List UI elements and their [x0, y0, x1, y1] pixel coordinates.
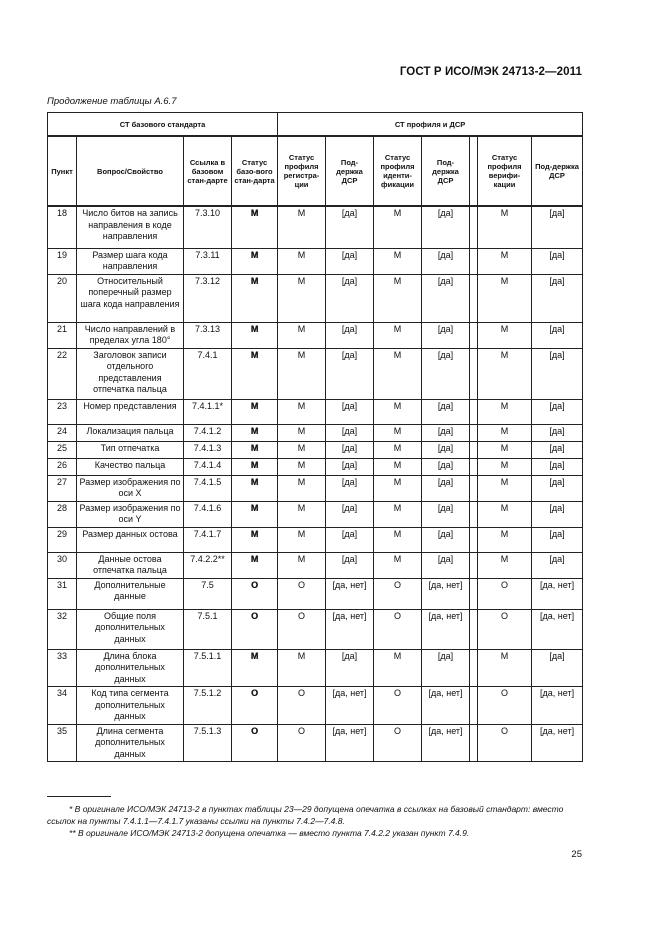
row-ver-support: [да] [532, 501, 583, 527]
row-reg-status: M [278, 399, 326, 424]
row-id-status: M [374, 649, 422, 687]
row-reg-support: [да] [326, 424, 374, 441]
row-reg-support: [да, нет] [326, 578, 374, 609]
table-row [48, 609, 583, 649]
row-question: Число битов на запись направления в коде направления [77, 206, 184, 248]
row-spacer [470, 348, 478, 399]
row-spacer [470, 527, 478, 552]
row-spacer [470, 501, 478, 527]
row-question: Данные остова отпечатка пальца [77, 552, 184, 578]
row-base-ref: 7.3.10 [184, 206, 232, 248]
table-row [48, 424, 583, 441]
row-ver-support: [да, нет] [532, 578, 583, 609]
row-spacer [470, 578, 478, 609]
table-row [48, 441, 583, 458]
row-item-number: 25 [48, 441, 77, 458]
row-reg-support: [да, нет] [326, 687, 374, 725]
row-reg-status: M [278, 348, 326, 399]
row-question: Размер шага кода направления [77, 248, 184, 274]
col-header-base-status: Статус базо-вого стан-дарта [232, 136, 278, 206]
row-id-status: M [374, 274, 422, 322]
row-base-ref: 7.4.2.2** [184, 552, 232, 578]
row-id-support: [да, нет] [422, 687, 470, 725]
row-ver-support: [да] [532, 649, 583, 687]
row-reg-status: M [278, 206, 326, 248]
row-base-status: O [232, 609, 278, 649]
row-reg-status: M [278, 424, 326, 441]
table-body [48, 206, 583, 762]
row-base-ref: 7.4.1.2 [184, 424, 232, 441]
table-row [48, 649, 583, 687]
row-id-support: [да] [422, 649, 470, 687]
row-ver-support: [да] [532, 322, 583, 348]
row-reg-status: M [278, 441, 326, 458]
row-item-number: 27 [48, 475, 77, 501]
row-id-support: [да] [422, 552, 470, 578]
row-reg-status: M [278, 501, 326, 527]
row-ver-status: M [478, 322, 532, 348]
row-spacer [470, 724, 478, 762]
row-item-number: 34 [48, 687, 77, 725]
row-ver-support: [да] [532, 248, 583, 274]
row-item-number: 31 [48, 578, 77, 609]
row-ver-status: M [478, 441, 532, 458]
row-ver-status: M [478, 552, 532, 578]
table-row [48, 248, 583, 274]
row-reg-support: [да] [326, 501, 374, 527]
row-base-ref: 7.3.12 [184, 274, 232, 322]
row-item-number: 30 [48, 552, 77, 578]
row-base-ref: 7.4.1.1* [184, 399, 232, 424]
row-question: Длина блока дополнительных данных [77, 649, 184, 687]
row-base-ref: 7.3.13 [184, 322, 232, 348]
row-base-status: M [232, 501, 278, 527]
row-spacer [470, 206, 478, 248]
row-id-status: M [374, 458, 422, 475]
table-continuation-caption: Продолжение таблицы А.6.7 [47, 96, 177, 107]
row-base-ref: 7.4.1.6 [184, 501, 232, 527]
row-base-status: M [232, 552, 278, 578]
row-reg-support: [да] [326, 348, 374, 399]
row-spacer [470, 458, 478, 475]
row-spacer [470, 687, 478, 725]
col-header-item: Пункт [48, 136, 77, 206]
footnote-2: ** В оригинале ИСО/МЭК 24713-2 допущена опечатка — вместо пункта 7.4.2.2 указан пункт 7.4.9. [69, 828, 470, 838]
row-ver-support: [да] [532, 458, 583, 475]
row-id-support: [да, нет] [422, 724, 470, 762]
row-id-support: [да, нет] [422, 578, 470, 609]
row-id-support: [да] [422, 206, 470, 248]
row-ver-support: [да, нет] [532, 724, 583, 762]
row-ver-status: O [478, 578, 532, 609]
row-reg-status: M [278, 552, 326, 578]
footnote-separator [47, 796, 111, 797]
row-base-status: M [232, 206, 278, 248]
row-id-status: M [374, 424, 422, 441]
row-ver-status: O [478, 724, 532, 762]
row-base-status: O [232, 578, 278, 609]
row-base-ref: 7.5.1 [184, 609, 232, 649]
table-row [48, 724, 583, 762]
table-row [48, 274, 583, 322]
row-reg-status: O [278, 578, 326, 609]
table-row [48, 399, 583, 424]
row-spacer [470, 248, 478, 274]
row-ver-support: [да] [532, 552, 583, 578]
row-base-ref: 7.4.1 [184, 348, 232, 399]
row-spacer [470, 609, 478, 649]
row-question: Тип отпечатка [77, 441, 184, 458]
row-item-number: 24 [48, 424, 77, 441]
row-base-status: M [232, 441, 278, 458]
row-id-status: O [374, 578, 422, 609]
row-ver-support: [да] [532, 527, 583, 552]
row-reg-status: M [278, 248, 326, 274]
row-spacer [470, 475, 478, 501]
row-base-ref: 7.4.1.3 [184, 441, 232, 458]
row-base-ref: 7.3.11 [184, 248, 232, 274]
row-base-ref: 7.4.1.7 [184, 527, 232, 552]
row-reg-support: [да, нет] [326, 609, 374, 649]
row-reg-status: M [278, 274, 326, 322]
row-ver-status: M [478, 274, 532, 322]
row-id-status: M [374, 441, 422, 458]
row-spacer [470, 552, 478, 578]
row-ver-status: M [478, 424, 532, 441]
row-reg-status: M [278, 475, 326, 501]
row-question: Размер изображения по оси X [77, 475, 184, 501]
row-id-status: M [374, 552, 422, 578]
row-reg-support: [да] [326, 322, 374, 348]
row-item-number: 20 [48, 274, 77, 322]
row-item-number: 22 [48, 348, 77, 399]
row-question: Локализация пальца [77, 424, 184, 441]
row-id-status: O [374, 687, 422, 725]
row-base-status: M [232, 527, 278, 552]
row-id-support: [да] [422, 399, 470, 424]
row-ver-status: M [478, 248, 532, 274]
row-ver-status: M [478, 527, 532, 552]
row-base-ref: 7.5.1.3 [184, 724, 232, 762]
row-question: Заголовок записи отдельного представления отпечатка пальца [77, 348, 184, 399]
row-reg-support: [да] [326, 649, 374, 687]
document-id: ГОСТ Р ИСО/МЭК 24713-2—2011 [399, 66, 582, 78]
row-item-number: 26 [48, 458, 77, 475]
table-row [48, 687, 583, 725]
row-reg-support: [да] [326, 552, 374, 578]
table-row [48, 552, 583, 578]
row-question: Число направлений в пределах угла 180° [77, 322, 184, 348]
row-id-status: M [374, 322, 422, 348]
row-ver-status: M [478, 206, 532, 248]
table-row [48, 501, 583, 527]
row-spacer [470, 424, 478, 441]
row-spacer [470, 441, 478, 458]
table-row [48, 475, 583, 501]
row-id-support: [да] [422, 322, 470, 348]
row-question: Размер изображения по оси Y [77, 501, 184, 527]
row-question: Качество пальца [77, 458, 184, 475]
row-item-number: 35 [48, 724, 77, 762]
row-spacer [470, 322, 478, 348]
row-id-support: [да] [422, 527, 470, 552]
row-reg-status: M [278, 527, 326, 552]
row-item-number: 33 [48, 649, 77, 687]
page-number: 25 [571, 849, 582, 860]
row-ver-support: [да] [532, 475, 583, 501]
row-question: Код типа сегмента дополнительных данных [77, 687, 184, 725]
row-reg-status: M [278, 458, 326, 475]
row-id-support: [да] [422, 475, 470, 501]
row-reg-status: O [278, 724, 326, 762]
row-reg-status: M [278, 649, 326, 687]
table-row [48, 578, 583, 609]
row-reg-support: [да] [326, 475, 374, 501]
group-header-profile: СТ профиля и ДСР [278, 113, 583, 137]
conformance-table [47, 112, 583, 762]
row-base-status: M [232, 322, 278, 348]
row-id-status: M [374, 527, 422, 552]
row-question: Номер представления [77, 399, 184, 424]
row-id-support: [да] [422, 348, 470, 399]
row-id-status: M [374, 248, 422, 274]
row-base-status: M [232, 399, 278, 424]
row-id-status: M [374, 348, 422, 399]
row-ver-status: M [478, 475, 532, 501]
row-ver-support: [да] [532, 274, 583, 322]
row-base-status: M [232, 274, 278, 322]
row-ver-support: [да] [532, 348, 583, 399]
row-item-number: 29 [48, 527, 77, 552]
row-base-ref: 7.5 [184, 578, 232, 609]
row-item-number: 32 [48, 609, 77, 649]
row-ver-support: [да] [532, 399, 583, 424]
row-ver-support: [да, нет] [532, 609, 583, 649]
row-base-status: M [232, 424, 278, 441]
row-ver-support: [да] [532, 206, 583, 248]
row-id-support: [да, нет] [422, 609, 470, 649]
row-base-ref: 7.5.1.1 [184, 649, 232, 687]
row-id-support: [да] [422, 441, 470, 458]
row-base-status: M [232, 348, 278, 399]
col-header-ver-support: Под-держка ДСР [532, 136, 583, 206]
row-base-status: M [232, 649, 278, 687]
col-header-reg-status: Статус профиля регистра-ции [278, 136, 326, 206]
row-id-status: O [374, 724, 422, 762]
row-id-status: M [374, 501, 422, 527]
row-ver-status: M [478, 348, 532, 399]
table-row [48, 322, 583, 348]
row-ver-status: O [478, 687, 532, 725]
col-header-ver-status: Статус профиля верифи-кации [478, 136, 532, 206]
row-id-support: [да] [422, 501, 470, 527]
row-spacer [470, 649, 478, 687]
group-header-base: СТ базового стандарта [48, 113, 278, 137]
row-reg-support: [да] [326, 527, 374, 552]
row-id-status: O [374, 609, 422, 649]
table-row [48, 458, 583, 475]
row-item-number: 19 [48, 248, 77, 274]
row-reg-support: [да] [326, 441, 374, 458]
row-ver-support: [да] [532, 441, 583, 458]
col-header-ref: Ссылка в базовом стан-дарте [184, 136, 232, 206]
row-item-number: 21 [48, 322, 77, 348]
row-id-support: [да] [422, 424, 470, 441]
table-row [48, 206, 583, 248]
row-ver-status: M [478, 399, 532, 424]
row-question: Длина сегмента дополнительных данных [77, 724, 184, 762]
row-item-number: 28 [48, 501, 77, 527]
row-item-number: 18 [48, 206, 77, 248]
table-row [48, 527, 583, 552]
col-header-question: Вопрос/Свойство [77, 136, 184, 206]
row-id-status: M [374, 399, 422, 424]
row-reg-status: M [278, 322, 326, 348]
row-ver-support: [да, нет] [532, 687, 583, 725]
row-id-status: M [374, 475, 422, 501]
col-header-id-status: Статус профиля иденти-фикации [374, 136, 422, 206]
row-reg-support: [да, нет] [326, 724, 374, 762]
row-reg-support: [да] [326, 458, 374, 475]
row-base-status: M [232, 248, 278, 274]
row-question: Общие поля дополнительных данных [77, 609, 184, 649]
row-reg-status: O [278, 609, 326, 649]
row-reg-support: [да] [326, 206, 374, 248]
row-question: Размер данных остова [77, 527, 184, 552]
row-id-support: [да] [422, 274, 470, 322]
row-item-number: 23 [48, 399, 77, 424]
footnote-1: * В оригинале ИСО/МЭК 24713-2 в пунктах таблицы 23—29 допущена опечатка в ссылках на базовый стандарт: вместо ссылок на пункты 7.4.1.1—7.4.1.7 указаны ссылки на пункты 7.4.2—7.4.8. [47, 804, 564, 826]
row-base-ref: 7.4.1.4 [184, 458, 232, 475]
row-reg-support: [да] [326, 248, 374, 274]
row-ver-status: O [478, 609, 532, 649]
row-reg-support: [да] [326, 274, 374, 322]
row-base-status: O [232, 687, 278, 725]
row-base-ref: 7.5.1.2 [184, 687, 232, 725]
row-base-ref: 7.4.1.5 [184, 475, 232, 501]
row-id-support: [да] [422, 248, 470, 274]
col-spacer [470, 136, 478, 206]
row-ver-support: [да] [532, 424, 583, 441]
row-base-status: M [232, 458, 278, 475]
row-base-status: M [232, 475, 278, 501]
row-id-support: [да] [422, 458, 470, 475]
row-spacer [470, 399, 478, 424]
row-reg-support: [да] [326, 399, 374, 424]
row-ver-status: M [478, 649, 532, 687]
col-header-id-support: Под-держка ДСР [422, 136, 470, 206]
row-ver-status: M [478, 501, 532, 527]
row-reg-status: O [278, 687, 326, 725]
row-base-status: O [232, 724, 278, 762]
row-spacer [470, 274, 478, 322]
row-question: Относительный поперечный размер шага кода направления [77, 274, 184, 322]
row-ver-status: M [478, 458, 532, 475]
col-header-reg-support: Под-держка ДСР [326, 136, 374, 206]
table-row [48, 348, 583, 399]
row-question: Дополнительные данные [77, 578, 184, 609]
row-id-status: M [374, 206, 422, 248]
